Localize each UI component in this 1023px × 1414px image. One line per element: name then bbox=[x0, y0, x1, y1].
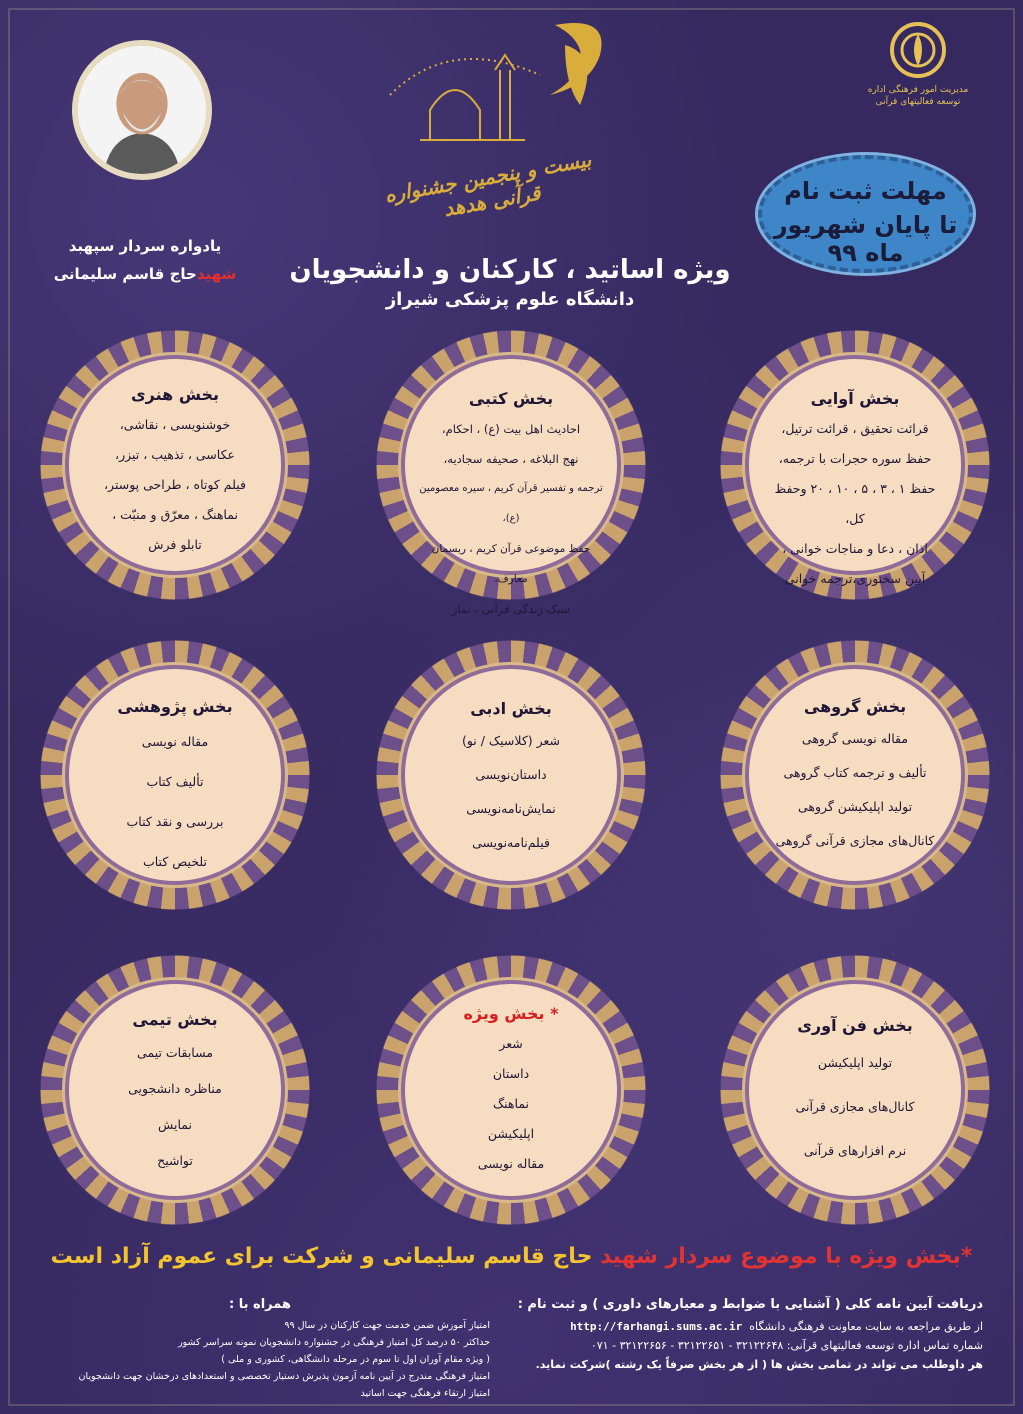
section-item: سبک زندگی قرآنی ، نماز bbox=[451, 602, 571, 616]
section-item: تألیف و ترجمه کتاب گروهی bbox=[783, 765, 927, 780]
section-disc bbox=[401, 355, 621, 616]
section-disc bbox=[401, 665, 621, 885]
section-disc bbox=[65, 665, 285, 885]
section-item: کانال‌های مجازی قرآنی گروهی bbox=[775, 833, 935, 848]
section-item: نمایش‌نامه‌نویسی bbox=[466, 801, 556, 816]
section-disc bbox=[401, 980, 621, 1200]
section-item: قرائت تحقیق ، قرائت ترتیل، bbox=[781, 421, 929, 436]
section-disc bbox=[745, 355, 965, 586]
section-disc bbox=[745, 665, 965, 885]
section-item: نمایش bbox=[158, 1117, 192, 1132]
section-item: مسابقات تیمی bbox=[137, 1045, 213, 1060]
memorial-line2 bbox=[30, 260, 260, 288]
section-item: خوشنویسی ، نقاشی، bbox=[119, 417, 231, 432]
section-item: تواشیح bbox=[157, 1153, 193, 1168]
section-title: بخش کتبی bbox=[468, 389, 554, 408]
section-title: بخش فن آوری bbox=[797, 1016, 913, 1035]
section-item: مقاله نویسی گروهی bbox=[801, 731, 909, 746]
section-item: احادیث اهل بیت (ع) ، احکام، bbox=[441, 422, 581, 436]
banner-part4: عموم آزاد است bbox=[50, 1244, 218, 1269]
memorial-line1: یادواره سردار سپهبد bbox=[68, 237, 222, 255]
section-katbi bbox=[376, 330, 646, 616]
section-item: تألیف کتاب bbox=[146, 774, 204, 789]
section-item: آیین سخنوری،ترجمه خوانی bbox=[784, 571, 926, 586]
section-item: نرم افزارهای قرآنی bbox=[803, 1143, 907, 1158]
section-teami bbox=[40, 955, 310, 1225]
website-link[interactable]: http://farhangi.sums.ac.ir bbox=[570, 1320, 743, 1333]
section-fanavari bbox=[720, 955, 990, 1225]
section-item: داستان bbox=[492, 1066, 530, 1081]
banner-shahid: شهید bbox=[600, 1244, 658, 1269]
section-item: تولید اپلیکیشن گروهی bbox=[797, 799, 913, 814]
special-section-banner bbox=[40, 1244, 983, 1269]
benefit-item: ( ویژه مقام آوران اول تا سوم در مرحله دانشگاهی، کشوری و ملی ) bbox=[221, 1354, 490, 1365]
banner-part1: *بخش ویژه با موضوع سردار bbox=[657, 1244, 973, 1269]
registration-heading: دریافت آیین نامه کلی ( آشنایی با ضوابط و معیارهای داوری ) و ثبت نام : bbox=[517, 1297, 983, 1312]
section-avai bbox=[720, 330, 990, 600]
section-item: نماهنگ ، معرّق و منبّت ، bbox=[112, 507, 238, 522]
section-item: اپلیکیشن bbox=[487, 1126, 535, 1141]
section-adabi bbox=[376, 640, 646, 910]
section-item: مقاله نویسی bbox=[477, 1156, 545, 1171]
benefit-item: امتیاز فرهنگی مندرج در آیین نامه آزمون پذیرش دستیار تخصصی و استعدادهای درخشان جهت دانشجویان bbox=[78, 1371, 490, 1382]
section-item: حفظ ۱ ، ۳ ، ۵ ، ۱۰ ، ۲۰ وحفظ کل، bbox=[774, 481, 936, 526]
title-line2: دانشگاه علوم پزشکی شیراز bbox=[385, 289, 635, 310]
university-logo bbox=[863, 20, 973, 108]
section-disc bbox=[65, 980, 285, 1200]
benefit-item: حداکثر ۵۰ درصد کل امتیاز فرهنگی در جشنواره دانشجویان نمونه سراسر کشور bbox=[178, 1337, 490, 1348]
section-item: نهج البلاغه ، صحیفه سجادیه، bbox=[443, 452, 579, 466]
deadline-line2: تا پایان شهریور ماه ۹۹ bbox=[773, 211, 958, 267]
section-item: شعر bbox=[499, 1036, 523, 1051]
page-title bbox=[230, 255, 790, 310]
section-item: فیلم‌نامه‌نویسی bbox=[472, 835, 550, 850]
section-honari bbox=[40, 330, 310, 600]
memorial-caption bbox=[30, 232, 260, 288]
section-title: بخش ادبی bbox=[470, 699, 552, 718]
section-item: مقاله نویسی bbox=[141, 734, 209, 749]
section-item: تولید اپلیکیشن bbox=[817, 1055, 893, 1070]
festival-name: بیست و پنجمین جشنواره قرآنی هدهد bbox=[382, 147, 594, 222]
participation-note: هر داوطلب می تواند در تمامی بخش ها ( از هر بخش صرفاً یک رشته )شرکت نماید. bbox=[535, 1358, 983, 1371]
portrait-image bbox=[72, 40, 212, 180]
section-item: تابلو فرش bbox=[148, 537, 202, 552]
site-label: از طریق مراجعه به سایت معاونت فرهنگی دانشگاه bbox=[749, 1320, 983, 1333]
section-disc bbox=[65, 355, 285, 575]
deadline-line1: مهلت ثبت نام bbox=[784, 177, 947, 205]
section-title: بخش آوایی bbox=[810, 389, 900, 408]
section-item: ترجمه و تفسیر قرآن کریم ، سیره معصومین (ع)، bbox=[419, 483, 603, 524]
benefit-item: امتیاز ارتقاء فرهنگی جهت اساتید bbox=[360, 1388, 490, 1399]
university-logo-label: مدیریت امور فرهنگی اداره توسعه فعالیتهای قرآنی bbox=[867, 85, 969, 107]
section-vijeh bbox=[376, 955, 646, 1225]
title-line1: ویژه اساتید ، کارکنان و دانشجویان bbox=[289, 255, 731, 285]
section-title: بخش پژوهشی bbox=[117, 697, 233, 716]
section-item: کانال‌های مجازی قرآنی bbox=[795, 1099, 915, 1114]
benefits-heading: همراه با : bbox=[229, 1297, 291, 1312]
section-item: تلخیص کتاب bbox=[142, 854, 208, 869]
festival-logo bbox=[350, 15, 650, 245]
section-disc bbox=[745, 980, 965, 1200]
contact-phones: شماره تماس اداره توسعه فعالیتهای قرآنی: ۳۲۱۲۲۶۴۸ - ۳۲۱۲۲۶۵۱ - ۳۲۱۲۲۶۵۶ - ۰۷۱ bbox=[590, 1339, 983, 1352]
university-emblem-icon bbox=[888, 20, 948, 80]
section-item: داستان‌نویسی bbox=[475, 767, 547, 782]
section-pajouheshi bbox=[40, 640, 310, 910]
benefits-info bbox=[30, 1295, 490, 1402]
registration-info bbox=[483, 1295, 983, 1374]
portrait-illustration bbox=[78, 46, 206, 174]
section-item: فیلم کوتاه ، طراحی پوستر، bbox=[104, 477, 246, 492]
section-title: بخش تیمی bbox=[132, 1010, 218, 1029]
section-item: عکاسی ، تذهیب ، تیزر، bbox=[115, 447, 235, 462]
section-item: بررسی و نقد کتاب bbox=[126, 814, 224, 829]
section-item: اذان ، دعا و مناجات خوانی ، bbox=[782, 541, 928, 556]
section-item: مناظره دانشجویی bbox=[128, 1081, 222, 1096]
section-item: حفظ موضوعی قرآن کریم ، ریسمان معارف، bbox=[431, 543, 591, 585]
shahid-label: شهید bbox=[196, 265, 237, 283]
banner-part3: حاج قاسم سلیمانی و شرکت برای bbox=[217, 1244, 601, 1269]
section-title: * بخش ویژه bbox=[463, 1004, 559, 1023]
section-gorouhi bbox=[720, 640, 990, 910]
registration-deadline-badge bbox=[758, 155, 973, 273]
section-item: حفظ سوره حجرات با ترجمه، bbox=[778, 451, 932, 466]
section-title: بخش گروهی bbox=[803, 697, 907, 716]
benefit-item: امتیاز آموزش ضمن خدمت جهت کارکنان در سال ۹۹ bbox=[284, 1320, 490, 1331]
registration-line1 bbox=[483, 1317, 983, 1336]
section-item: شعر (کلاسیک / نو) bbox=[461, 733, 561, 748]
section-item: نماهنگ bbox=[492, 1096, 530, 1111]
memorial-name: حاج قاسم سلیمانی bbox=[53, 265, 197, 283]
section-title: بخش هنری bbox=[131, 385, 219, 404]
